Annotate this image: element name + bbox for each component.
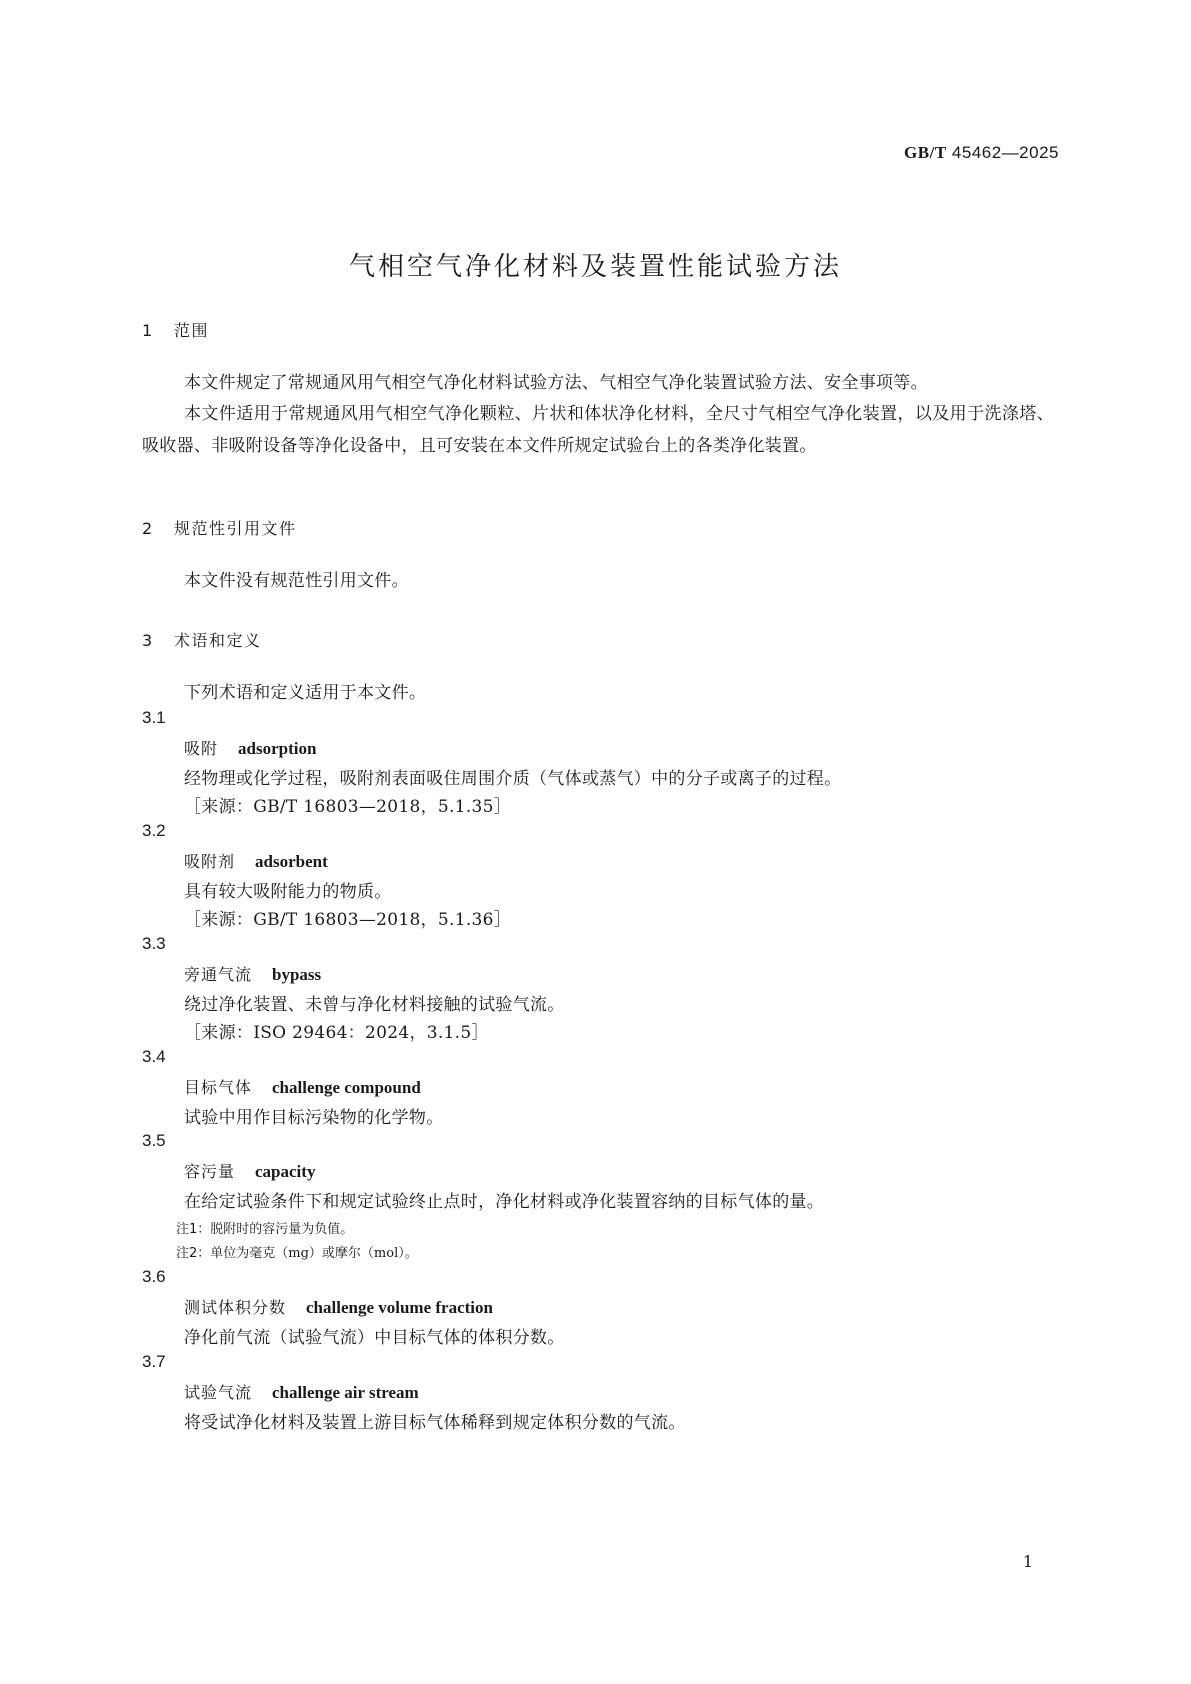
term-number: 3.1	[142, 708, 166, 727]
term-en: challenge volume fraction	[306, 1298, 493, 1317]
standard-prefix: GB/T	[904, 143, 947, 162]
section-title: 术语和定义	[174, 631, 262, 650]
term-en: challenge compound	[272, 1078, 421, 1097]
term-en: adsorbent	[255, 852, 328, 871]
note	[176, 1218, 353, 1237]
section-number: 2	[142, 519, 154, 538]
term-name	[184, 1159, 315, 1182]
note	[176, 1242, 418, 1261]
term-definition: 试验中用作目标污染物的化学物。	[184, 1108, 444, 1128]
term-name	[184, 736, 316, 759]
term-number: 3.6	[142, 1267, 166, 1286]
paragraph: 本文件没有规范性引用文件。	[184, 571, 409, 591]
term-zh: 容污量	[184, 1162, 236, 1181]
term-definition: 绕过净化装置、未曾与净化材料接触的试验气流。	[184, 995, 565, 1015]
term-number: 3.3	[142, 934, 166, 953]
term-definition: 在给定试验条件下和规定试验终止点时，净化材料或净化装置容纳的目标气体的量。	[184, 1192, 825, 1212]
term-zh: 吸附	[184, 739, 219, 758]
term-name	[184, 1295, 493, 1318]
term-source: ［来源：GB/T 16803—2018，5.1.35］	[184, 797, 512, 817]
term-number: 3.5	[142, 1131, 166, 1150]
term-zh: 试验气流	[184, 1383, 253, 1402]
term-en: challenge air stream	[272, 1383, 419, 1402]
section-number: 3	[142, 631, 154, 650]
term-number: 3.4	[142, 1047, 166, 1066]
term-name	[184, 1380, 419, 1403]
section-heading-terms-definitions	[142, 628, 262, 651]
term-zh: 目标气体	[184, 1078, 253, 1097]
note-text: 单位为毫克（mg）或摩尔（mol）。	[210, 1246, 418, 1261]
note-text: 脱附时的容污量为负值。	[210, 1222, 354, 1237]
paragraph: 本文件规定了常规通风用气相空气净化材料试验方法、气相空气净化装置试验方法、安全事项等。	[184, 373, 928, 393]
term-definition: 经物理或化学过程，吸附剂表面吸住周围介质（气体或蒸气）中的分子或离子的过程。	[184, 769, 842, 789]
term-en: bypass	[272, 965, 322, 984]
term-name	[184, 962, 321, 985]
term-definition: 将受试净化材料及装置上游目标气体稀释到规定体积分数的气流。	[184, 1413, 686, 1433]
document-title: 气相空气净化材料及装置性能试验方法	[348, 252, 842, 282]
paragraph: 本文件适用于常规通风用气相空气净化颗粒、片状和体状净化材料，全尺寸气相空气净化装置，以及用于洗涤塔、吸收器、非吸附设备等净化设备中，且可安装在本文件所规定试验台上的各类净化装置。	[142, 404, 1054, 456]
term-en: capacity	[255, 1162, 316, 1181]
term-definition: 净化前气流（试验气流）中目标气体的体积分数。	[184, 1328, 565, 1348]
section-title: 范围	[174, 321, 210, 340]
term-name	[184, 849, 328, 872]
term-zh: 测试体积分数	[184, 1298, 287, 1317]
note-label: 注1：	[176, 1222, 211, 1237]
term-source: ［来源：ISO 29464：2024，3.1.5］	[184, 1023, 489, 1043]
page-number: 1	[1022, 1552, 1033, 1571]
section-heading-normative-references	[142, 516, 297, 539]
term-source: ［来源：GB/T 16803—2018，5.1.36］	[184, 910, 512, 930]
standard-code: 45462—2025	[951, 143, 1059, 162]
section-number: 1	[142, 321, 154, 340]
paragraph: 下列术语和定义适用于本文件。	[184, 683, 427, 703]
note-label: 注2：	[176, 1246, 211, 1261]
section-title: 规范性引用文件	[174, 519, 297, 538]
term-en: adsorption	[238, 739, 317, 758]
term-zh: 吸附剂	[184, 852, 236, 871]
term-number: 3.2	[142, 821, 166, 840]
section-heading-scope	[142, 318, 209, 341]
term-zh: 旁通气流	[184, 965, 253, 984]
term-number: 3.7	[142, 1352, 166, 1371]
term-name	[184, 1075, 421, 1098]
term-definition: 具有较大吸附能力的物质。	[184, 882, 392, 902]
standard-number	[904, 143, 1059, 163]
